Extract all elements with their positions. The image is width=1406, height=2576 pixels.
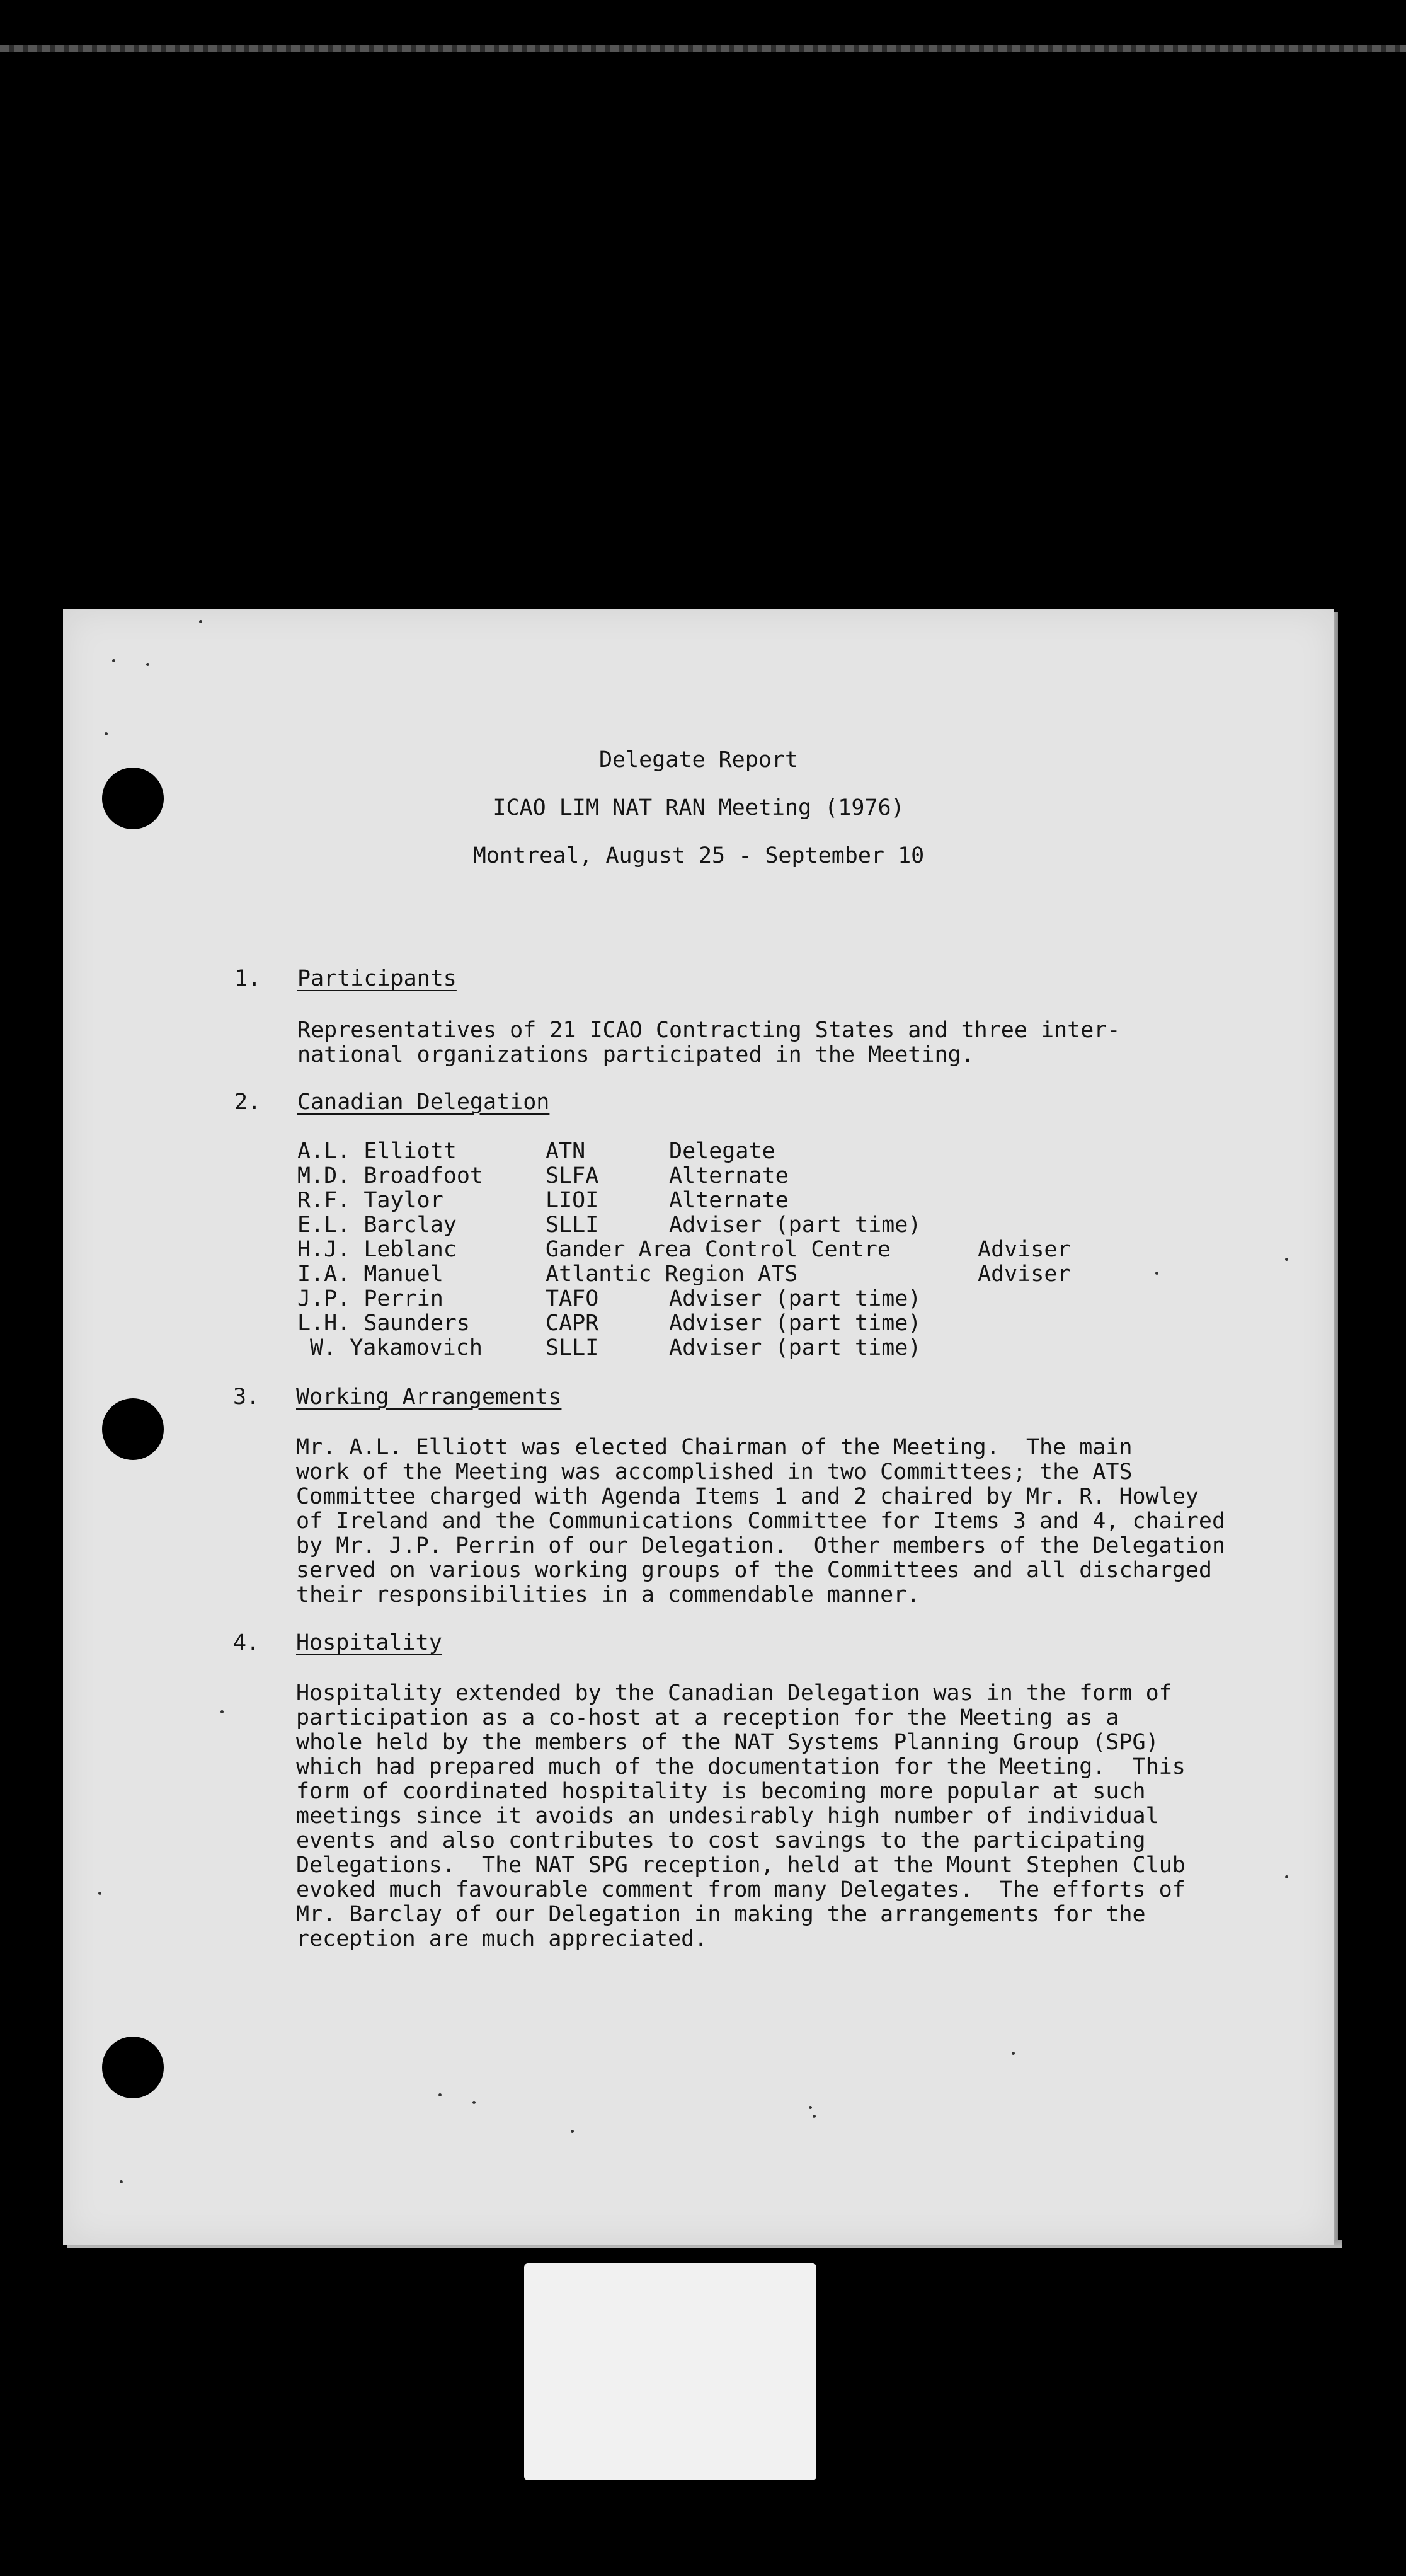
scan-speck (220, 1710, 224, 1713)
scan-speck (809, 2106, 812, 2109)
delegate-unit: SLFA (546, 1163, 599, 1188)
scan-speck (571, 2130, 574, 2133)
section-1-number: 1. (234, 966, 261, 991)
punch-hole-middle (102, 1398, 164, 1460)
delegate-unit: ATN (546, 1139, 586, 1164)
scan-speck (120, 2180, 123, 2183)
section-3-body: Mr. A.L. Elliott was elected Chairman of the Meeting. The main work of the Meeting was accomplished in two Committees; the ATS Committee charged with Agenda Items 1 and 2 chaired by Mr. R. Howley of Ireland and the Communications Committee for Items 3 and 4, chaired by Mr. J.P. Perrin of our Delegation. Other members of the Delegation served on various working groups of the Committees and all discharged their responsibilities in a commendable manner. (296, 1435, 1226, 1607)
delegate-name: L.H. Saunders (297, 1311, 470, 1336)
delegate-unit: Atlantic Region ATS (546, 1262, 798, 1287)
section-3-title: Working Arrangements (296, 1384, 562, 1410)
scan-speck (112, 659, 115, 662)
delegate-role: Delegate (669, 1139, 775, 1164)
delegate-extra-role: Adviser (978, 1237, 1071, 1262)
delegate-unit: LIOI (546, 1188, 599, 1213)
delegate-role: Alternate (669, 1163, 789, 1188)
scan-speck (98, 1892, 101, 1895)
section-2-number: 2. (234, 1090, 261, 1115)
section-4-number: 4. (233, 1630, 260, 1655)
section-4-body: Hospitality extended by the Canadian Delegation was in the form of participation as a co-host at a reception for the Meeting as a whole held by the members of the NAT Systems Planning Group (SPG) which had prepared much of the documentation for the Meeting. This form of coordinated hospitality is becoming more popular at such meetings since it avoids an undesirably high number of individual events and also contributes to cost savings to the participating Delegations. The NAT SPG reception, held at the Mount Stephen Club evoked much favourable comment from many Delegates. The efforts of Mr. Barclay of our Delegation in making the arrangements for the reception are much appreciated. (296, 1681, 1186, 1952)
scan-speck (105, 732, 108, 735)
delegate-extra-role: Adviser (978, 1262, 1071, 1287)
meeting-name: ICAO LIM NAT RAN Meeting (1976) (493, 795, 905, 820)
delegate-role: Adviser (part time) (669, 1286, 922, 1311)
section-1-title: Participants (297, 966, 457, 991)
meeting-location-dates: Montreal, August 25 - September 10 (472, 843, 925, 868)
delegate-unit: SLLI (546, 1212, 599, 1238)
film-label-card (524, 2263, 816, 2480)
delegate-unit: SLLI (546, 1335, 599, 1360)
scan-speck (146, 663, 149, 666)
section-4-title: Hospitality (296, 1630, 442, 1655)
delegate-name: E.L. Barclay (297, 1212, 457, 1238)
delegate-role: Adviser (part time) (669, 1212, 922, 1238)
delegate-name: M.D. Broadfoot (297, 1163, 484, 1188)
delegate-role: Alternate (669, 1188, 789, 1213)
scan-speck (1285, 1258, 1288, 1261)
delegate-unit: CAPR (546, 1311, 599, 1336)
scan-speck (472, 2101, 476, 2104)
delegate-name: H.J. Leblanc (297, 1237, 457, 1262)
section-3-number: 3. (233, 1384, 260, 1410)
scan-speck (1155, 1272, 1158, 1275)
delegate-name: I.A. Manuel (297, 1262, 443, 1287)
report-title: Delegate Report (598, 747, 799, 773)
film-top-strip (0, 45, 1406, 52)
delegate-name: W. Yakamovich (310, 1335, 483, 1360)
delegate-name: R.F. Taylor (297, 1188, 443, 1213)
punch-hole-bottom (102, 2037, 164, 2098)
delegate-unit: Gander Area Control Centre (546, 1237, 891, 1262)
delegate-role: Adviser (part time) (669, 1335, 922, 1360)
section-2-title: Canadian Delegation (297, 1090, 550, 1115)
scan-speck (1285, 1875, 1288, 1878)
scan-speck (1012, 2052, 1015, 2055)
delegate-name: J.P. Perrin (297, 1286, 443, 1311)
delegate-role: Adviser (part time) (669, 1311, 922, 1336)
delegate-unit: TAFO (546, 1286, 599, 1311)
section-1-body: Representatives of 21 ICAO Contracting States and three inter- national organizations participated in the Meeting. (297, 1018, 1121, 1067)
document-page (63, 609, 1334, 2245)
scan-speck (438, 2093, 442, 2096)
scan-speck (199, 620, 202, 623)
scan-speck (813, 2115, 816, 2118)
delegate-name: A.L. Elliott (297, 1139, 457, 1164)
